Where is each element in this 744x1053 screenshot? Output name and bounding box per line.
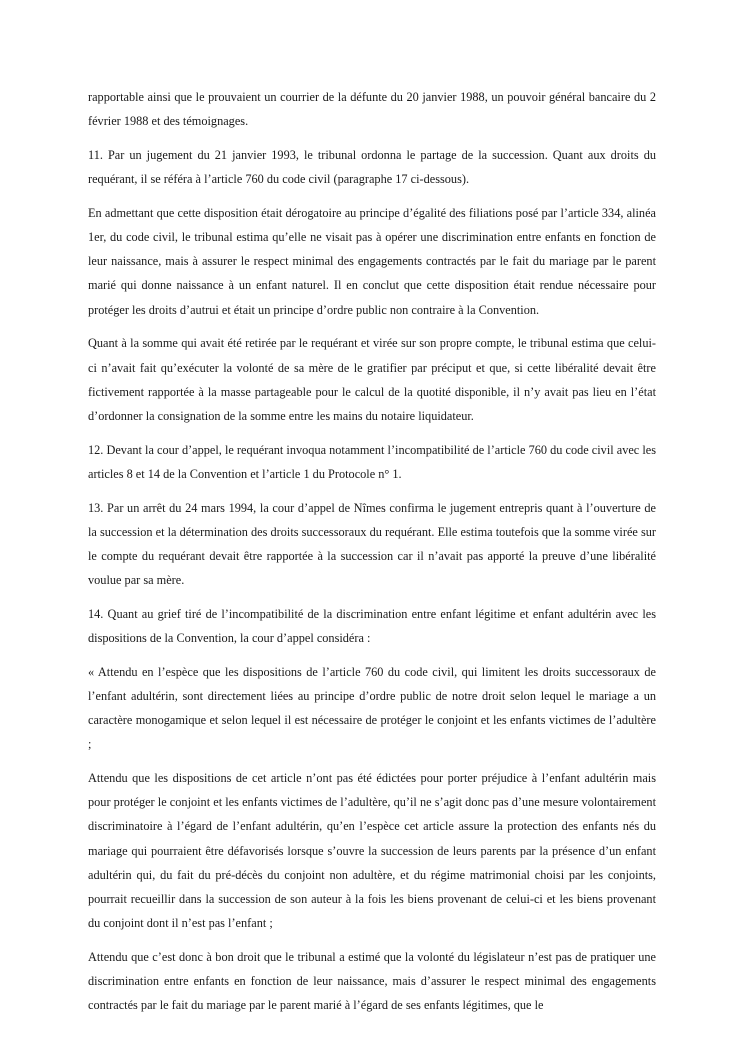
paragraph-13: 13. Par un arrêt du 24 mars 1994, la cour d’appel de Nîmes confirma le jugement entrepris quant à l’ouverture de la succession et la détermination des droits successoraux du requérant. Elle estima toutefois que la somme virée sur le compte du requérant devait être rapportée à la succession car il n’avait pas apporté la preuve d’une libéralité voulue par sa mère.: [88, 500, 656, 588]
quote-attendu-1: « Attendu en l’espèce que les dispositions de l’article 760 du code civil, qui limitent les droits successoraux de l’enfant adultérin, sont directement liées au principe d’ordre public de notre droit selon lequel le mariage a un caractère monogamique et selon lequel il est nécessaire de protéger le conjoint et les enfants victimes de l’adultère ;: [88, 664, 656, 752]
paragraph-12: 12. Devant la cour d’appel, le requérant invoqua notamment l’incompatibilité de l’article 760 du code civil avec les articles 8 et 14 de la Convention et l’article 1 du Protocole n° 1.: [88, 442, 656, 481]
document-page: [88, 85, 656, 1027]
quote-attendu-2: Attendu que les dispositions de cet article n’ont pas été édictées pour porter préjudice à l’enfant adultérin mais pour protéger le conjoint et les enfants victimes de l’adultère, qu’il ne s’agit donc pas d’une mesure volontairement discriminatoire à l’égard de l’enfant adultérin, qu’en l’espèce cet article assure la protection des enfants nés du mariage qui pourraient être défavorisés lorsque s’ouvre la succession de leurs parents par la présence d’un enfant adultérin qui, du fait du pré-décès du conjoint non adultère, et du régime matrimonial choisi par les conjoints, pourrait recueillir dans la succession de son auteur à la fois les biens provenant de celui-ci et les biens provenant du conjoint dont il n’est pas l’enfant ;: [88, 771, 656, 931]
paragraph-11: 11. Par un jugement du 21 janvier 1993, le tribunal ordonna le partage de la succession. Quant aux droits du requérant, il se référa à l’article 760 du code civil (paragraphe 17 ci-dessous).: [88, 147, 656, 187]
paragraph-14: 14. Quant au grief tiré de l’incompatibilité de la discrimination entre enfant légitime et enfant adultérin avec les dispositions de la Convention, la cour d’appel considéra :: [88, 606, 656, 646]
quote-attendu-3: Attendu que c’est donc à bon droit que le tribunal a estimé que la volonté du législateur n’est pas de pratiquer une discrimination entre enfants en fonction de leur naissance, mais d’assurer le respect minimal des engagements contractés par le fait du mariage par le parent marié à l’égard de ses enfants légitimes, que le: [88, 950, 656, 1013]
paragraph-11-sum: Quant à la somme qui avait été retirée par le requérant et virée sur son propre compte, le tribunal estima que celui-ci n’avait fait qu’exécuter la volonté de sa mère de le gratifier par préciput et que, si cette libéralité devait être fictivement rapportée à la masse partageable pour le calcul de la quotité disponible, il n’y avait pas lieu en l’état d’ordonner la consignation de la somme entre les mains du notaire liquidateur.: [88, 336, 656, 423]
paragraph-continuation: rapportable ainsi que le prouvaient un courrier de la défunte du 20 janvier 1988, un pouvoir général bancaire du 2 février 1988 et des témoignages.: [88, 90, 656, 129]
paragraph-11-derogation: En admettant que cette disposition était dérogatoire au principe d’égalité des filiations posé par l’article 334, alinéa 1er, du code civil, le tribunal estima qu’elle ne visait pas à opérer une discrimination entre enfants en fonction de leur naissance, mais à assurer le respect minimal des engagements contractés par le fait du mariage par le parent marié qui donne naissance à un enfant naturel. Il en conclut que cette disposition était rendue nécessaire pour protéger les droits d’autrui et était un principe d’ordre public non contraire à la Convention.: [88, 205, 656, 317]
